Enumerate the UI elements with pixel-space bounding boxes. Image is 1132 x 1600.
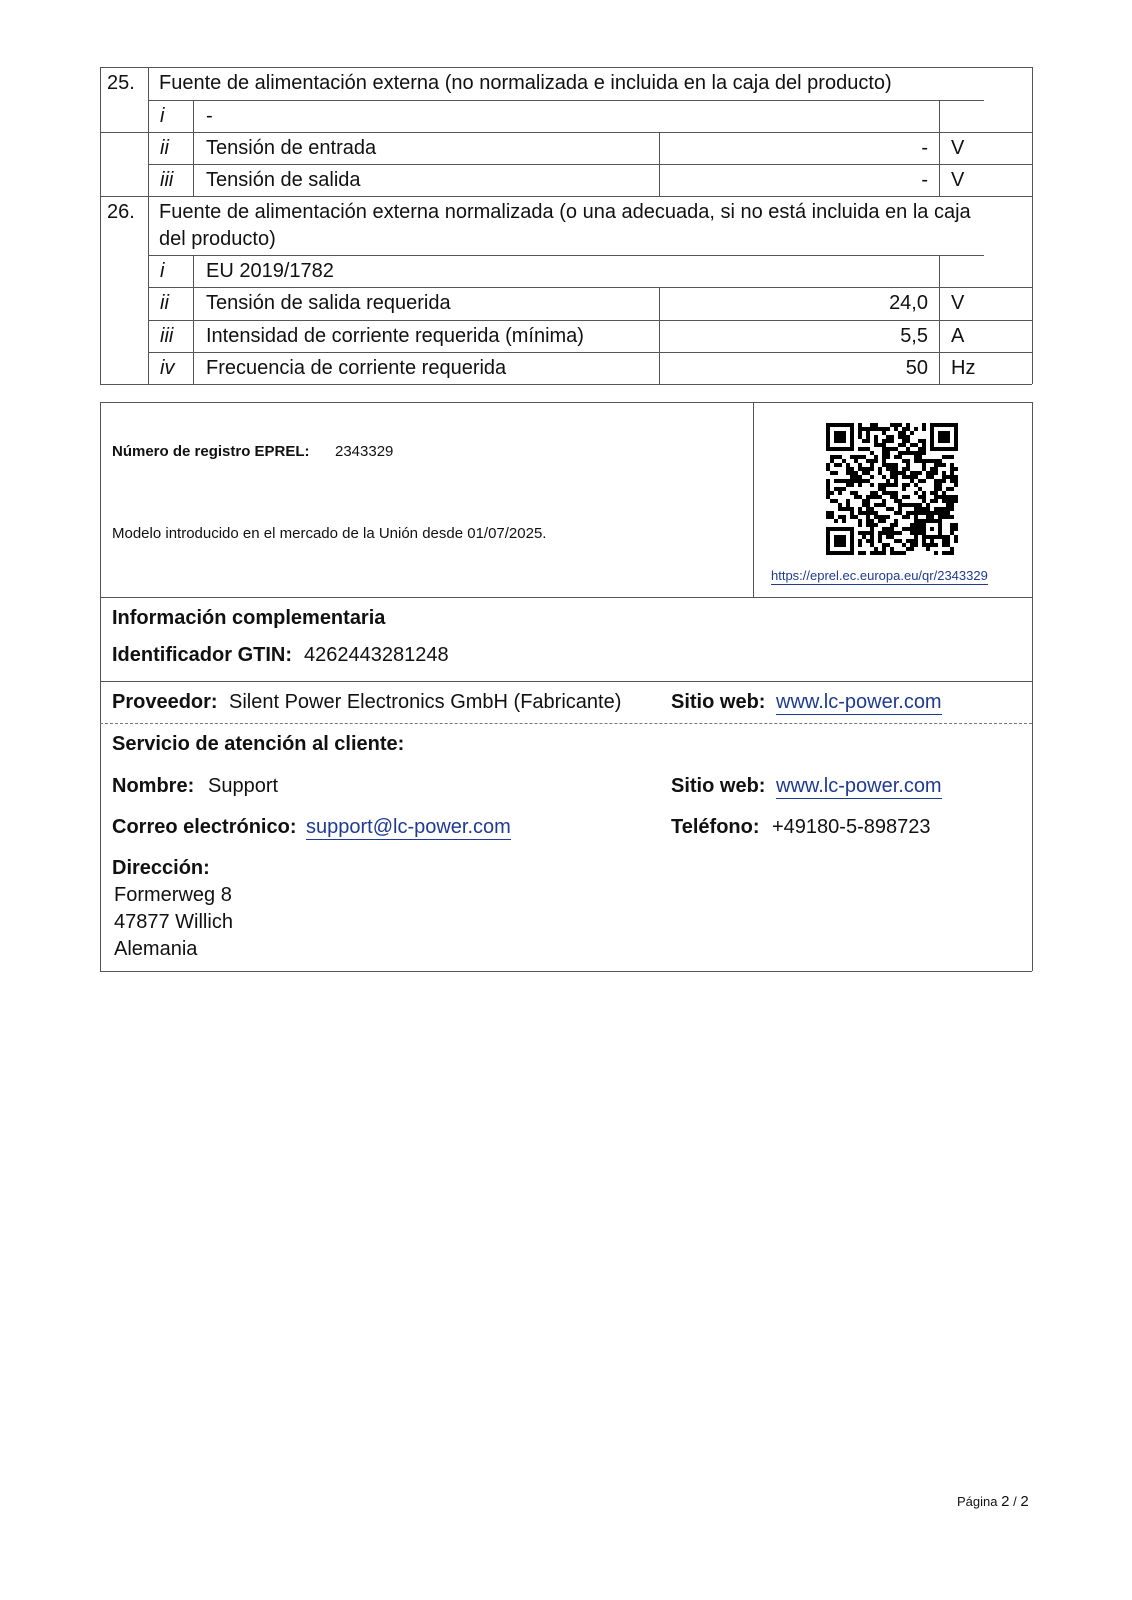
page-separator: / <box>1013 1494 1017 1509</box>
row-26-iii-value: 5,5 <box>900 325 928 347</box>
eprel-qr-link[interactable] <box>771 568 988 584</box>
row-25-iii-label: Tensión de salida <box>206 169 361 191</box>
service-name: Support <box>208 775 279 797</box>
row-26-ii-unit: V <box>951 292 965 314</box>
supplier-name: Silent Power Electronics GmbH (Fabricante) <box>229 691 622 713</box>
qr-code[interactable] <box>826 423 958 555</box>
page-label: Página <box>957 1494 998 1509</box>
eprel-label: Número de registro EPREL: <box>112 443 310 460</box>
supplier-web-label: Sitio web: <box>671 691 766 713</box>
row-26-ii-label: Tensión de salida requerida <box>206 292 451 314</box>
supplier-web-link[interactable] <box>776 690 942 714</box>
row-26-iii-roman: iii <box>160 325 174 347</box>
service-email-label: Correo electrónico: <box>112 816 297 838</box>
page-number <box>957 1494 1029 1510</box>
row-25-i-roman: i <box>160 105 165 127</box>
service-phone-label: Teléfono: <box>671 816 760 838</box>
row-26-number: 26. <box>107 201 135 223</box>
row-25-title: Fuente de alimentación externa (no normalizada e incluida en la caja del producto) <box>159 72 892 94</box>
service-web-link[interactable] <box>776 774 942 798</box>
row-25-i-label: - <box>206 105 213 127</box>
supplier-web-url[interactable]: www.lc-power.com <box>776 691 942 713</box>
row-25-iii-roman: iii <box>160 169 174 191</box>
eprel-qr-url[interactable]: https://eprel.ec.europa.eu/qr/2343329 <box>771 568 988 583</box>
page-current: 2 <box>1001 1493 1010 1510</box>
row-25-number: 25. <box>107 72 135 94</box>
market-date-text: Modelo introducido en el mercado de la Unión desde 01/07/2025. <box>112 525 547 542</box>
row-26-i-roman: i <box>160 260 165 282</box>
complementary-heading: Información complementaria <box>112 607 386 629</box>
row-25-ii-value: - <box>921 137 928 159</box>
service-phone: +49180-5-898723 <box>772 816 931 838</box>
address-line-2: 47877 Willich <box>114 911 233 933</box>
row-26-title-line1: Fuente de alimentación externa normalizada (o una adecuada, si no está incluida en la caja <box>159 201 971 223</box>
row-26-ii-value: 24,0 <box>889 292 928 314</box>
page-total: 2 <box>1020 1493 1029 1510</box>
row-25-iii-value: - <box>921 169 928 191</box>
row-26-iv-roman: iv <box>160 357 175 379</box>
address-label: Dirección: <box>112 857 210 879</box>
gtin-label: Identificador GTIN: <box>112 644 292 666</box>
row-26-iii-unit: A <box>951 325 965 347</box>
row-26-iv-label: Frecuencia de corriente requerida <box>206 357 507 379</box>
row-26-iv-unit: Hz <box>951 357 976 379</box>
row-26-iii-label: Intensidad de corriente requerida (mínima) <box>206 325 584 347</box>
supplier-label: Proveedor: <box>112 691 218 713</box>
row-26-title-line2: del producto) <box>159 228 276 250</box>
gtin-value: 4262443281248 <box>304 644 449 666</box>
address-line-3: Alemania <box>114 938 198 960</box>
row-25-iii-unit: V <box>951 169 965 191</box>
row-25-ii-label: Tensión de entrada <box>206 137 377 159</box>
row-26-iv-value: 50 <box>905 357 928 379</box>
row-26-i-label: EU 2019/1782 <box>206 260 334 282</box>
row-25-ii-roman: ii <box>160 137 169 159</box>
service-email-link[interactable] <box>306 815 511 839</box>
service-web-label: Sitio web: <box>671 775 766 797</box>
service-email[interactable]: support@lc-power.com <box>306 816 511 838</box>
service-name-label: Nombre: <box>112 775 195 797</box>
service-web-url[interactable]: www.lc-power.com <box>776 775 942 797</box>
service-heading: Servicio de atención al cliente: <box>112 733 405 755</box>
row-26-ii-roman: ii <box>160 292 169 314</box>
eprel-number: 2343329 <box>335 443 394 460</box>
address-line-1: Formerweg 8 <box>114 884 232 906</box>
row-25-ii-unit: V <box>951 137 965 159</box>
